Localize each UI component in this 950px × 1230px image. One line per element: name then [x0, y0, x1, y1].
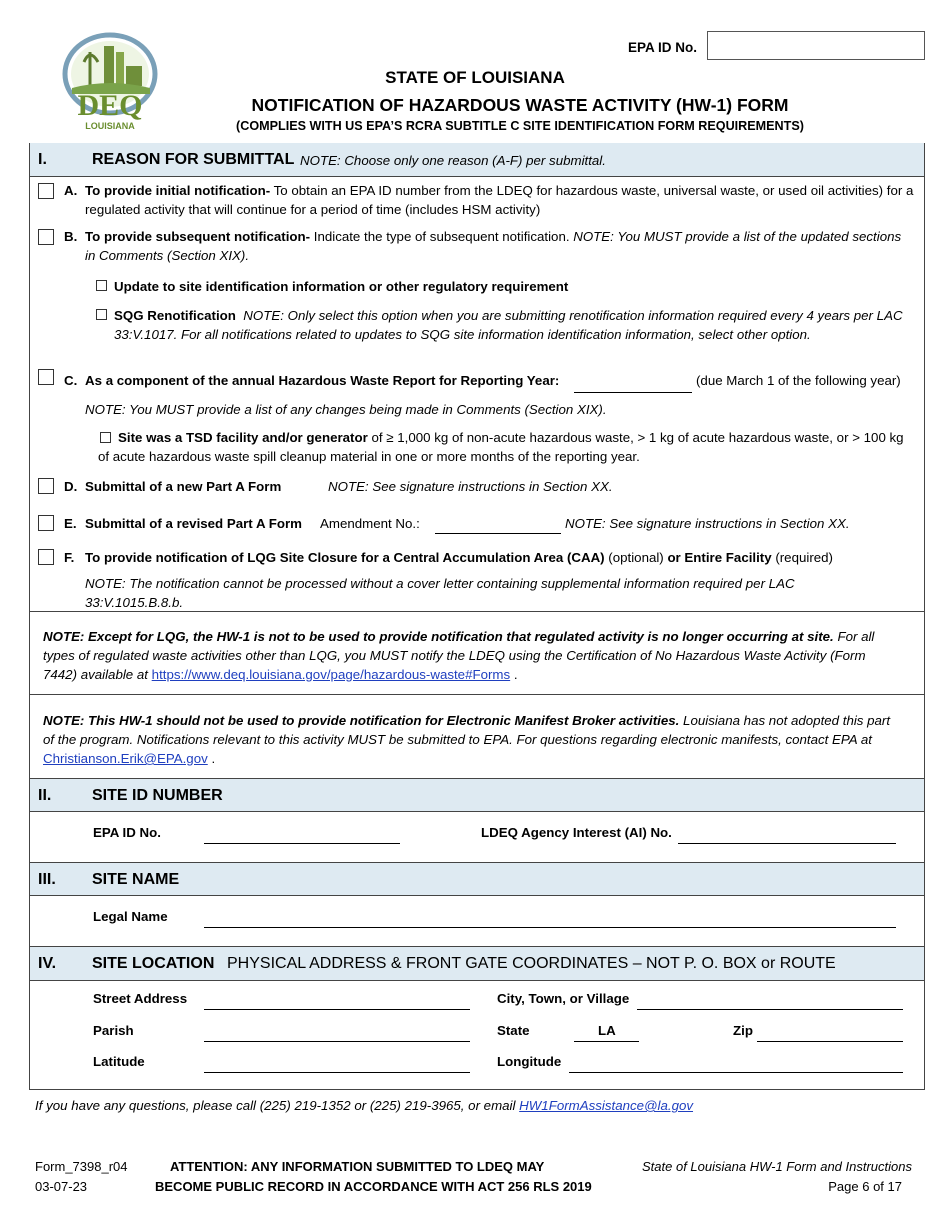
city-label: City, Town, or Village	[497, 991, 630, 1006]
latitude-input[interactable]	[204, 1072, 470, 1073]
section2-title: SITE ID NUMBER	[92, 787, 223, 804]
manifest-note: NOTE: This HW-1 should not be used to provide notification for Electronic Manifest Broker activities. Louisiana has not adopted this part of the program. Notifications relevant to this activity MUST be submitted to EPA. For questions regarding electronic manifests, contact EPA at Christianson.Erik@EPA.gov .	[43, 713, 891, 766]
svg-text:DEQ: DEQ	[77, 89, 143, 122]
option-e-label: Submittal of a revised Part A Form	[85, 516, 302, 531]
option-e-checkbox[interactable]	[38, 515, 54, 531]
section4-title: SITE LOCATION	[92, 955, 215, 972]
amendment-label: Amendment No.:	[320, 516, 420, 531]
forms-link[interactable]: https://www.deq.louisiana.gov/page/hazardous-waste#Forms	[151, 667, 511, 682]
form-title: NOTIFICATION OF HAZARDOUS WASTE ACTIVITY (HW-1) FORM	[251, 95, 789, 115]
option-f-note: NOTE: The notification cannot be processed without a cover letter containing supplemental information required per LAC 33:V.1015.B.8.b.	[85, 576, 795, 610]
option-b1-checkbox[interactable]	[96, 280, 107, 291]
option-c-due: (due March 1 of the following year)	[696, 373, 901, 388]
agency-interest-label: LDEQ Agency Interest (AI) No.	[481, 825, 672, 840]
site-epa-id-input[interactable]	[204, 843, 400, 844]
assistance-email-link[interactable]: HW1FormAssistance@la.gov	[519, 1098, 694, 1113]
form-date: 03-07-23	[35, 1179, 88, 1194]
parish-label: Parish	[93, 1023, 134, 1038]
state-underline	[574, 1041, 639, 1042]
section2-number: II.	[38, 787, 52, 804]
divider	[30, 694, 924, 695]
option-a-letter: A.	[64, 183, 78, 198]
option-b2-text: SQG Renotification NOTE: Only select this option when you are submitting renotification information required every 4 years per LAC 33:V.1017. For all notifications related to updates to SQG site information identification information, select other option.	[114, 308, 903, 342]
form-subtitle: (COMPLIES WITH US EPA’S RCRA SUBTITLE C SITE IDENTIFICATION FORM REQUIREMENTS)	[236, 119, 804, 133]
epa-id-top-label: EPA ID No.	[628, 40, 698, 55]
option-b-letter: B.	[64, 229, 78, 244]
option-a-text: To provide initial notification- To obtain an EPA ID number from the LDEQ for hazardous waste, universal waste, or used oil activities) for a regulated activity that will continue for a period of time (includes HSM activity)	[85, 183, 914, 217]
option-b-text: To provide subsequent notification- Indicate the type of subsequent notification. NOTE: You MUST provide a list of the updated sections in Comments (Section XIX).	[85, 229, 902, 263]
option-b-checkbox[interactable]	[38, 229, 54, 245]
attention-line-1: ATTENTION: ANY INFORMATION SUBMITTED TO LDEQ MAY	[170, 1159, 545, 1174]
parish-input[interactable]	[204, 1041, 470, 1042]
section3-number: III.	[38, 871, 56, 888]
section3-header	[30, 862, 924, 896]
site-epa-id-label: EPA ID No.	[93, 825, 161, 840]
option-e-note: NOTE: See signature instructions in Section XX.	[565, 516, 850, 531]
street-address-input[interactable]	[204, 1009, 470, 1010]
option-c-label: As a component of the annual Hazardous Waste Report for Reporting Year:	[85, 373, 560, 388]
option-b2-checkbox[interactable]	[96, 309, 107, 320]
page-number: Page 6 of 17	[828, 1179, 902, 1194]
amendment-number-input[interactable]	[435, 533, 561, 534]
reporting-year-input[interactable]	[574, 392, 692, 393]
latitude-label: Latitude	[93, 1054, 145, 1069]
legal-name-label: Legal Name	[93, 909, 168, 924]
section1-header	[30, 143, 924, 177]
contact-line: If you have any questions, please call (225) 219-1352 or (225) 219-3965, or email HW1FormAssistance@la.gov	[35, 1098, 694, 1113]
option-d-checkbox[interactable]	[38, 478, 54, 494]
city-input[interactable]	[637, 1009, 903, 1010]
zip-input[interactable]	[757, 1041, 903, 1042]
longitude-input[interactable]	[569, 1072, 903, 1073]
section4-number: IV.	[38, 955, 57, 972]
street-address-label: Street Address	[93, 991, 188, 1006]
state-label: State	[497, 1023, 530, 1038]
epa-contact-email-link[interactable]: Christianson.Erik@EPA.gov	[43, 751, 208, 766]
option-b1-label: Update to site identification information or other regulatory requirement	[114, 279, 569, 294]
lqg-note: NOTE: Except for LQG, the HW-1 is not to be used to provide notification that regulated activity is no longer occurring at site. For all types of regulated waste activities other than LQG, you MUST notify the LDEQ using the Certification of No Hazardous Waste Activity (Form 7442) available at https://www.deq.louisiana.gov/page/hazardous-waste#Forms .	[43, 629, 875, 682]
option-c-note: NOTE: You MUST provide a list of any changes being made in Comments (Section XIX).	[85, 402, 607, 417]
longitude-label: Longitude	[497, 1054, 562, 1069]
agency-interest-input[interactable]	[678, 843, 896, 844]
option-f-text: To provide notification of LQG Site Closure for a Central Accumulation Area (CAA) (optional) or Entire Facility (required)	[85, 550, 833, 565]
form-state-heading: STATE OF LOUISIANA	[385, 68, 565, 87]
section1-note: NOTE: Choose only one reason (A-F) per submittal.	[300, 153, 606, 168]
svg-text:LOUISIANA: LOUISIANA	[85, 121, 135, 131]
zip-label: Zip	[733, 1023, 753, 1038]
section4-subtitle: PHYSICAL ADDRESS & FRONT GATE COORDINATES – NOT P. O. BOX or ROUTE	[227, 955, 836, 972]
option-c-checkbox[interactable]	[38, 369, 54, 385]
form-id: Form_7398_r04	[35, 1159, 128, 1174]
section4-header	[30, 946, 924, 981]
option-f-checkbox[interactable]	[38, 549, 54, 565]
option-c1-text: Site was a TSD facility and/or generator of ≥ 1,000 kg of non-acute hazardous waste, > 1 kg of acute hazardous waste, or > 100 kg of acute hazardous waste spill cleanup material in one or more months of the reporting year.	[98, 430, 904, 464]
section2-header	[30, 778, 924, 812]
section1-title: REASON FOR SUBMITTAL	[92, 151, 295, 168]
state-value[interactable]: LA	[598, 1023, 616, 1038]
option-d-letter: D.	[64, 479, 78, 494]
option-d-label: Submittal of a new Part A Form	[85, 479, 282, 494]
divider	[30, 611, 924, 612]
epa-id-top-input[interactable]	[707, 31, 925, 60]
option-a-checkbox[interactable]	[38, 183, 54, 199]
legal-name-input[interactable]	[204, 927, 896, 928]
section1-number: I.	[38, 151, 47, 168]
option-c-letter: C.	[64, 373, 78, 388]
attention-line-2: BECOME PUBLIC RECORD IN ACCORDANCE WITH ACT 256 RLS 2019	[155, 1179, 592, 1194]
option-e-letter: E.	[64, 516, 77, 531]
option-d-note: NOTE: See signature instructions in Section XX.	[328, 479, 613, 494]
doc-title: State of Louisiana HW-1 Form and Instructions	[642, 1159, 912, 1174]
section3-title: SITE NAME	[92, 871, 180, 888]
option-f-letter: F.	[64, 550, 75, 565]
